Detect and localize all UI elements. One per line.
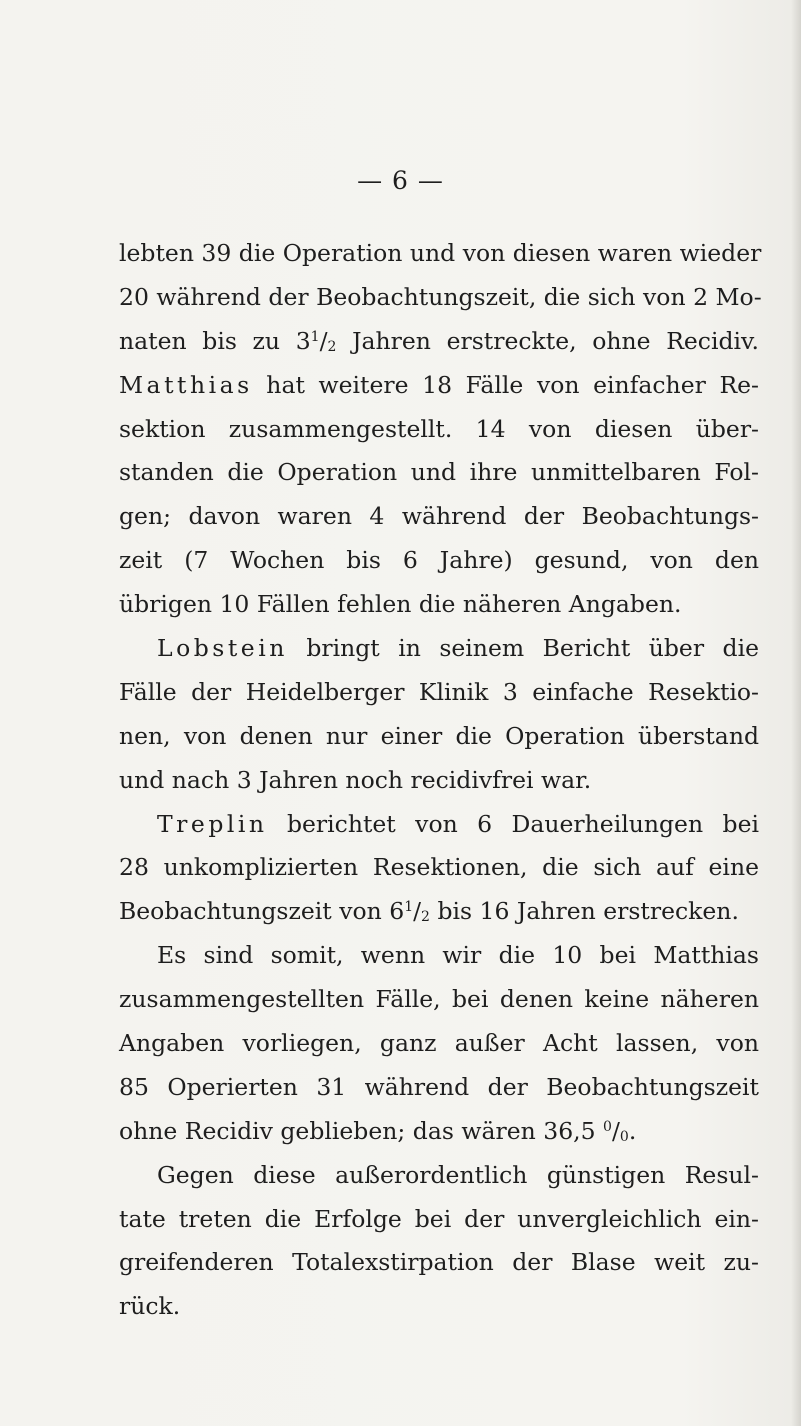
text-line: greifenderen Totalexstirpation der Blase weit zu-: [119, 1248, 759, 1277]
percent-sign-bottom: 0: [619, 1128, 629, 1145]
author-name-lobstein: Lobstein: [157, 634, 288, 663]
text-line: Matthias hat weitere 18 Fälle von einfacher Re-: [119, 370, 759, 399]
text-line: Fälle der Heidelberger Klinik 3 einfache Resektio-: [119, 677, 759, 706]
text-line: übrigen 10 Fällen fehlen die näheren Angaben.: [119, 590, 682, 619]
text-line: Lobstein bringt in seinem Bericht über die: [157, 634, 759, 663]
text-line: gen; davon waren 4 während der Beobachtungs-: [119, 502, 759, 531]
text-line: zusammengestellten Fälle, bei denen keine näheren: [119, 985, 759, 1014]
text-line: nen, von denen nur einer die Operation überstand: [119, 721, 759, 750]
page-number-header: — 6 —: [357, 166, 444, 195]
text-line: lebten 39 die Operation und von diesen waren wieder: [119, 239, 762, 267]
paragraph-5: [119, 1154, 759, 1330]
text-line: Beobachtungszeit von $6^1/_2$ bis 16 Jahren erstrecken.: [119, 897, 739, 926]
text-line: Gegen diese außerordentlich günstigen Resul-: [157, 1160, 759, 1189]
fraction-numerator: 1: [310, 328, 320, 345]
text-line: ohne Recidiv geblieben; das wären 36,5 $^0/_0$.: [119, 1116, 637, 1145]
author-name-matthias: Matthias: [119, 370, 253, 399]
fraction-numerator: 1: [404, 899, 414, 916]
text-line: Es sind somit, wenn wir die 10 bei Matthias: [157, 941, 759, 970]
text-line: zeit (7 Wochen bis 6 Jahre) gesund, von den: [119, 546, 759, 575]
text-line: naten bis zu $3^1/_2$ Jahren erstreckte, ohne Recidiv.: [119, 326, 759, 355]
author-name-treplin: Treplin: [157, 809, 268, 838]
text-line: standen die Operation und ihre unmittelbaren Fol-: [119, 458, 759, 487]
text-line: Treplin berichtet von 6 Dauerheilungen bei: [157, 809, 759, 838]
paragraph-1: [119, 232, 762, 627]
text-line: 28 unkomplizierten Resektionen, die sich auf eine: [119, 853, 759, 882]
paragraph-2: [119, 627, 759, 803]
percent-sign-top: 0: [603, 1118, 612, 1135]
paragraph-3: [119, 803, 759, 935]
text-line: sektion zusammengestellt. 14 von diesen über-: [119, 414, 759, 443]
fraction-denominator: 2: [327, 338, 337, 355]
page-edge-shadow: [791, 0, 801, 1426]
body-text: [119, 232, 762, 1329]
paragraph-4: [119, 934, 759, 1153]
text-line: und nach 3 Jahren noch recidivfrei war.: [119, 765, 592, 794]
text-line: tate treten die Erfolge bei der unvergleichlich ein-: [119, 1204, 759, 1233]
text-line: rück.: [119, 1292, 181, 1321]
text-line: 20 während der Beobachtungszeit, die sich von 2 Mo-: [119, 282, 762, 311]
fraction-denominator: 2: [421, 909, 430, 926]
text-line: 85 Operierten 31 während der Beobachtungszeit: [119, 1072, 759, 1101]
text-line: Angaben vorliegen, ganz außer Acht lassen, von: [119, 1029, 759, 1058]
